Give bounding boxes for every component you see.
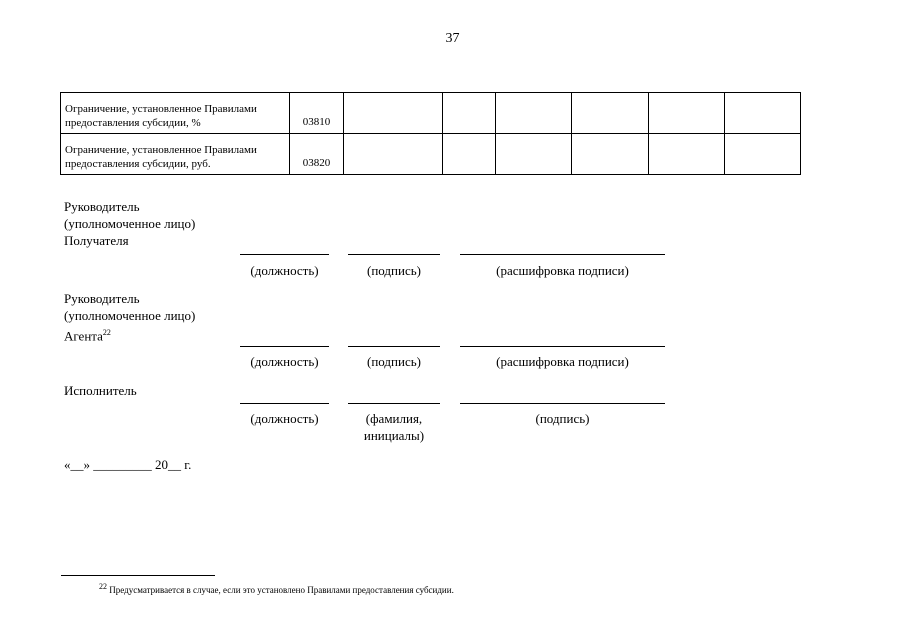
table-cell — [649, 93, 725, 134]
signature-line — [460, 403, 665, 404]
footnote — [99, 582, 454, 595]
signatory-title: Руководитель — [64, 291, 140, 306]
footnote-ref: 22 — [102, 328, 111, 337]
signature-line — [348, 346, 440, 347]
date-line: «__» _________ 20__ г. — [64, 457, 192, 472]
signature-caption: (подпись) — [367, 263, 421, 278]
decoding-line — [460, 254, 665, 255]
position-caption: (должность) — [250, 263, 319, 278]
position-line — [240, 403, 329, 404]
signature-caption: (подпись) — [367, 354, 421, 369]
footnote-text: Предусматривается в случае, если это установлено Правилами предоставления субсидии. — [109, 585, 454, 595]
table-cell — [443, 93, 496, 134]
signature-line — [348, 254, 440, 255]
table-row — [61, 134, 801, 175]
decoding-caption: (расшифровка подписи) — [496, 263, 629, 278]
row-label: Ограничение, установленное Правилами предоставления субсидии, руб. — [61, 134, 290, 175]
table-cell — [443, 134, 496, 175]
signature-caption: (подпись) — [535, 411, 590, 426]
name-caption: (фамилия, инициалы) — [363, 411, 425, 443]
table-cell — [572, 134, 649, 175]
table-cell — [344, 134, 443, 175]
signatory-subtitle: (уполномоченное лицо) — [64, 216, 196, 231]
row-label: Ограничение, установленное Правилами предоставления субсидии, % — [61, 93, 290, 134]
page-number: 37 — [445, 31, 460, 46]
signatory-role: Получателя — [64, 233, 129, 248]
position-caption: (должность) — [250, 411, 319, 426]
table-cell — [725, 134, 801, 175]
limits-table — [60, 92, 801, 175]
footnote-number: 22 — [99, 582, 107, 591]
decoding-line — [460, 346, 665, 347]
table-cell — [725, 93, 801, 134]
table-cell — [572, 93, 649, 134]
decoding-caption: (расшифровка подписи) — [496, 354, 629, 369]
row-code: 03810 — [290, 93, 344, 134]
position-line — [240, 346, 329, 347]
table-cell — [496, 93, 572, 134]
footnote-separator — [61, 575, 215, 576]
signatory-title: Руководитель — [64, 199, 140, 214]
name-line — [348, 403, 440, 404]
row-code: 03820 — [290, 134, 344, 175]
position-line — [240, 254, 329, 255]
recipient-signatory — [64, 198, 195, 249]
table-row — [61, 93, 801, 134]
table-cell — [344, 93, 443, 134]
executor-label: Исполнитель — [64, 383, 137, 398]
signatory-subtitle: (уполномоченное лицо) — [64, 308, 196, 323]
signatory-role: Агента$^{22}$ — [64, 328, 111, 344]
agent-signatory — [64, 290, 195, 344]
table-cell — [496, 134, 572, 175]
position-caption: (должность) — [250, 354, 319, 369]
table-cell — [649, 134, 725, 175]
